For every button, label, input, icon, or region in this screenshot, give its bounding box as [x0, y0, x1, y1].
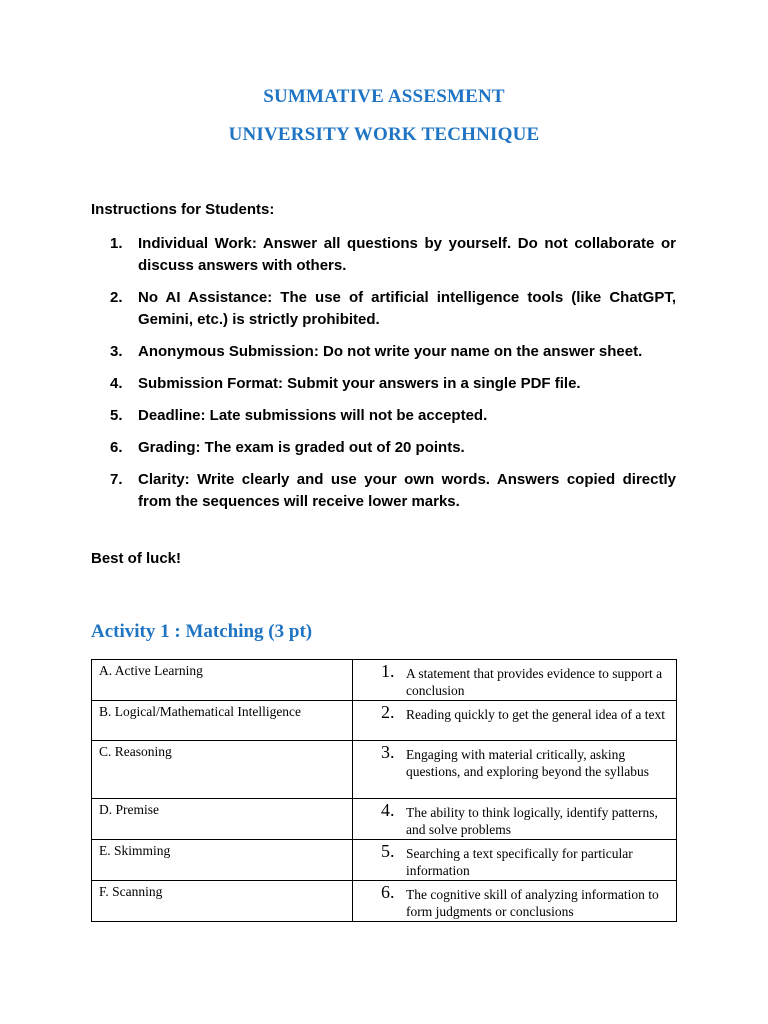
definition-text: Reading quickly to get the general idea of a text: [406, 707, 666, 722]
instruction-item: [110, 405, 676, 427]
instruction-number: 4.: [110, 375, 123, 392]
term-cell: A. Active Learning: [92, 660, 353, 701]
definition-cell: [353, 701, 677, 741]
table-row: [92, 840, 677, 881]
table-row: [92, 881, 677, 922]
instruction-number: 5.: [110, 407, 123, 424]
instruction-number: 6.: [110, 439, 123, 456]
definition-number: 3.: [381, 742, 395, 762]
instruction-item: [110, 233, 676, 277]
table-row: [92, 701, 677, 741]
instruction-text: Anonymous Submission: Do not write your name on the answer sheet.: [138, 343, 643, 360]
instruction-number: 1.: [110, 235, 123, 252]
definition-number: 4.: [381, 800, 395, 820]
instruction-text: Grading: The exam is graded out of 20 points.: [138, 439, 465, 456]
instruction-item: [110, 341, 676, 363]
instruction-item: [110, 287, 676, 331]
term-cell: F. Scanning: [92, 881, 353, 922]
table-row: [92, 660, 677, 701]
closing-text: Best of luck!: [91, 550, 182, 567]
definition-cell: [353, 741, 677, 799]
term-cell: D. Premise: [92, 799, 353, 840]
instruction-number: 2.: [110, 289, 123, 306]
instruction-text: Individual Work: Answer all questions by yourself. Do not collaborate or discuss answers with others.: [138, 235, 676, 274]
term-cell: E. Skimming: [92, 840, 353, 881]
course-title: UNIVERSITY WORK TECHNIQUE: [228, 124, 540, 145]
term-cell: B. Logical/Mathematical Intelligence: [92, 701, 353, 741]
table-row: [92, 799, 677, 840]
definition-text: The cognitive skill of analyzing information to form judgments or conclusions: [406, 887, 659, 919]
table-row: [92, 741, 677, 799]
instruction-item: [110, 373, 676, 395]
document-title: SUMMATIVE ASSESMENT: [263, 86, 505, 107]
definition-number: 2.: [381, 702, 395, 722]
instruction-item: [110, 469, 676, 513]
definition-number: 1.: [381, 661, 395, 681]
instruction-text: No AI Assistance: The use of artificial intelligence tools (like ChatGPT, Gemini, etc.) is strictly prohibited.: [138, 289, 676, 328]
instructions-list: [110, 233, 676, 523]
instruction-text: Deadline: Late submissions will not be accepted.: [138, 407, 488, 424]
instruction-text: Clarity: Write clearly and use your own words. Answers copied directly from the sequences will receive lower marks.: [138, 471, 676, 510]
definition-text: A statement that provides evidence to support a conclusion: [406, 666, 663, 698]
term-cell: C. Reasoning: [92, 741, 353, 799]
instruction-text: Submission Format: Submit your answers in a single PDF file.: [138, 375, 581, 392]
instruction-number: 7.: [110, 471, 123, 488]
definition-number: 6.: [381, 882, 395, 902]
definition-cell: [353, 840, 677, 881]
instruction-item: [110, 437, 676, 459]
instruction-number: 3.: [110, 343, 123, 360]
definition-cell: [353, 660, 677, 701]
definition-text: Engaging with material critically, asking questions, and exploring beyond the syllabus: [406, 747, 649, 779]
definition-cell: [353, 799, 677, 840]
definition-cell: [353, 881, 677, 922]
instructions-heading: Instructions for Students:: [91, 201, 275, 218]
definition-text: The ability to think logically, identify patterns, and solve problems: [406, 805, 658, 837]
definition-text: Searching a text specifically for particular information: [406, 846, 633, 878]
activity-title: Activity 1 : Matching (3 pt): [91, 621, 313, 642]
definition-number: 5.: [381, 841, 395, 861]
matching-table: [91, 659, 677, 922]
